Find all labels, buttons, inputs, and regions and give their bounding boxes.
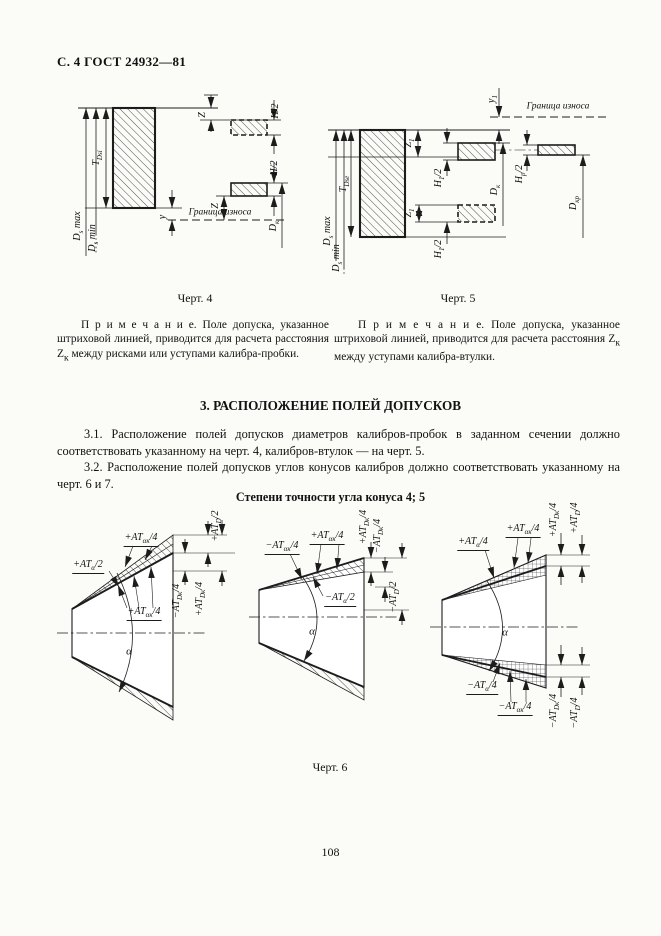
label-y1: $y_1$ <box>486 95 499 103</box>
label-ds-max: $D_s$ max <box>72 211 85 241</box>
label-h12-top: $H_1/2$ <box>433 168 446 188</box>
label-h2-bottom: H/2 <box>269 160 280 176</box>
cone-diagram-3 <box>427 502 659 735</box>
label-h12-bottom: $H_1/2$ <box>433 239 446 259</box>
label-alpha: α <box>502 626 508 639</box>
label-alpha: α <box>309 625 315 638</box>
label-plus-at-alpha-4: $+AT_\alpha/4$ <box>458 536 488 549</box>
label-plus-at-alphak-4: $+AT_{\alpha к}/4$ <box>310 530 344 543</box>
paragraph-3-2: 3.2. Расположение полей допусков углов конусов калибров должно соответствовать указанному на черт. 6 и 7. <box>57 460 620 491</box>
label-z-bottom: Z <box>210 203 221 209</box>
note-left <box>57 318 329 365</box>
label-minus-at-dk-4: $-AT_{Dк}/4$ <box>171 583 184 619</box>
label-minus-at-d-2: $-AT_D/2$ <box>388 581 401 613</box>
label-ds-max: $D_s$ max <box>322 216 335 246</box>
label-plus-at-dk-4: $+AT_{Dк}/4$ <box>548 502 561 538</box>
label-alpha: α <box>126 645 132 658</box>
label-plus-at-dk-4: $+AT_{Dк}/4$ <box>358 509 371 545</box>
figure-5-caption: Черт. 5 <box>440 291 476 305</box>
label-wear-boundary: Граница износа <box>526 101 590 112</box>
label-dkr: $D_{кр}$ <box>568 195 581 211</box>
figure-6-subheading: Степени точности угла конуса 4; 5 <box>235 490 426 504</box>
figure-4-caption: Черт. 4 <box>177 291 213 305</box>
label-y: y <box>157 214 168 220</box>
section-paragraphs <box>57 426 620 492</box>
note-right-label: П р и м е ч а н и е. <box>358 319 485 331</box>
label-z1-bottom: $Z_1$ <box>403 208 416 218</box>
label-plus-at-alphak-4-top: $+AT_{\alpha к}/4$ <box>124 532 158 545</box>
label-h2-top: H/2 <box>270 103 281 119</box>
label-ds-min: $D_s$ min <box>87 224 100 252</box>
label-minus-at-alphak-4: $-AT_{\alpha к}/4$ <box>265 540 299 553</box>
cone-diagram-2 <box>247 510 422 710</box>
label-plus-at-alphak-4: $+AT_{\alpha к}/4$ <box>506 523 540 536</box>
label-plus-at-alphak-4-mid: $+AT_{\alpha к}/4$ <box>127 606 161 619</box>
cone-diagram-1 <box>55 510 245 727</box>
label-z1-top: $Z_1$ <box>403 138 416 148</box>
label-plus-at-d-2: $+AT_D/2$ <box>210 510 223 542</box>
label-dk: $D_к$ <box>268 220 281 232</box>
label-ds-min: $D_s$ min <box>331 244 344 272</box>
cone3-geometry <box>430 533 590 702</box>
label-plus-at-dk-4: $+AT_{Dк}/4$ <box>194 581 207 617</box>
note-left-label: П р и м е ч а н и е. <box>81 319 197 331</box>
label-plus-at-d-4: $+AT_D/4$ <box>569 502 582 534</box>
note-right-text: Поле допуска, указанное штриховой линией, приводится для расчета расстояния $Z_к$ между уступами калибра-втулки. <box>334 319 620 364</box>
figure-5-svg <box>318 86 623 281</box>
paragraph-3-1: 3.1. Расположение полей допусков диаметров калибров-пробок в заданном сечении должно соответствовать указанному на черт. 4, калибров-втулок — на черт. 5. <box>57 427 620 458</box>
section-heading: 3. РАСПОЛОЖЕНИЕ ПОЛЕЙ ДОПУСКОВ <box>199 398 462 413</box>
page-number: 108 <box>321 845 340 859</box>
note-right <box>334 318 620 365</box>
figure-5-drawing <box>318 86 623 281</box>
page-header: С. 4 ГОСТ 24932—81 <box>57 54 187 69</box>
fig4-geometry <box>78 95 288 256</box>
label-minus-at-alpha-4: $-AT_\alpha/4$ <box>467 680 497 693</box>
label-hp2: $H_р/2$ <box>514 164 527 184</box>
cone2-geometry <box>249 542 409 700</box>
label-minus-at-d-4: $-AT_D/4$ <box>569 697 582 729</box>
label-minus-at-alphak-4: $-AT_{\alpha к}/4$ <box>498 701 532 714</box>
note-left-text: Поле допуска, указанное штриховой линией, приводится для расчета расстояния $Z_к$ между рисками или уступами калибра-пробки. <box>57 319 329 363</box>
label-minus-at-alpha-2: $-AT_\alpha/2$ <box>325 592 355 605</box>
figure-6-caption: Черт. 6 <box>312 760 348 774</box>
label-t-dsi: $T_{Dsi}$ <box>91 150 104 166</box>
label-t-dse: $T_{Dse}$ <box>338 175 351 193</box>
figure-4-drawing <box>50 86 325 278</box>
label-z-top: Z <box>197 112 208 118</box>
label-plus-at-alpha-2: $+AT_\alpha/2$ <box>73 559 103 572</box>
label-minus-at-dk-4: $-AT_{Dк}/4$ <box>548 693 561 729</box>
fig5-geometry <box>328 88 606 276</box>
label-wear-boundary: Граница износа <box>188 207 252 218</box>
label-dk: $D_к$ <box>489 184 502 196</box>
label-minus-at-dk-4: $-AT_{Dк}/4$ <box>372 518 385 554</box>
